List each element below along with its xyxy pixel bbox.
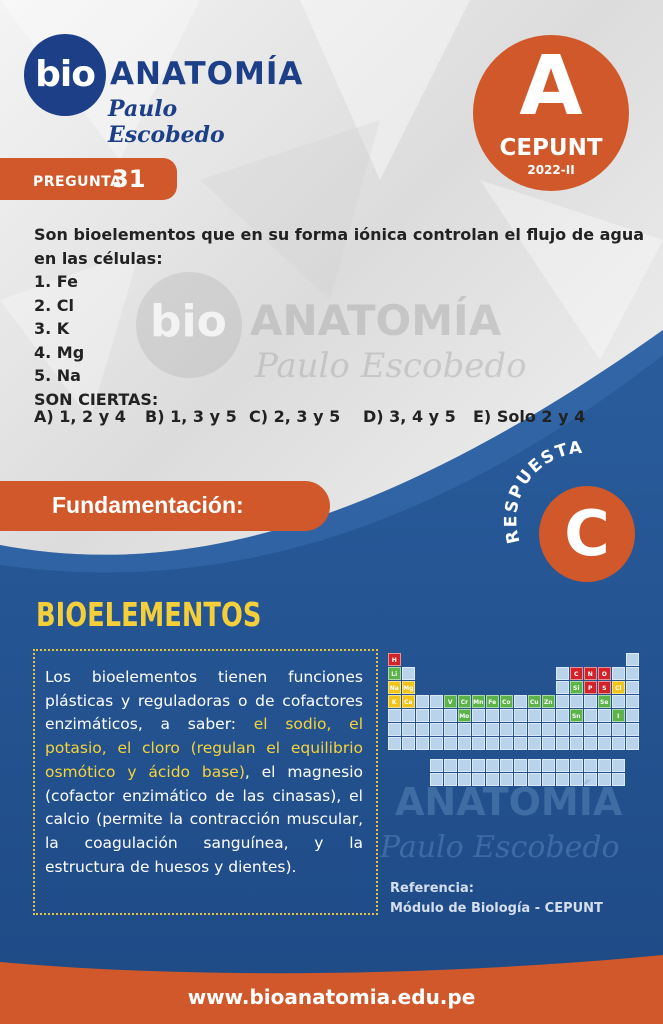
element-cell: [486, 759, 499, 772]
answer-letter: C: [564, 497, 610, 570]
element-cell: [458, 723, 471, 736]
element-cell: N: [584, 667, 597, 680]
element-cell: Ca: [402, 695, 415, 708]
element-cell: [472, 759, 485, 772]
element-cell: [388, 709, 401, 722]
element-cell: [500, 709, 513, 722]
element-cell: O: [598, 667, 611, 680]
logo-wordmark: ANATOMÍA: [110, 56, 304, 92]
element-cell: [444, 723, 457, 736]
element-cell: [612, 737, 625, 750]
element-cell: [486, 709, 499, 722]
reference-label: Referencia:: [390, 881, 474, 896]
question-item: 3. K: [34, 319, 70, 338]
element-cell: Si: [570, 681, 583, 694]
reference: [390, 879, 603, 919]
element-cell: [542, 759, 555, 772]
element-cell: [598, 759, 611, 772]
element-cell: Se: [598, 695, 611, 708]
element-cell: [514, 723, 527, 736]
element-cell: Zn: [542, 695, 555, 708]
element-cell: V: [444, 695, 457, 708]
exam-version-letter: A: [519, 39, 583, 134]
element-cell: Fe: [486, 695, 499, 708]
element-cell: [402, 667, 415, 680]
question-prompt: SON CIERTAS:: [34, 389, 159, 409]
element-cell: [514, 759, 527, 772]
element-cell: Co: [500, 695, 513, 708]
element-cell: [556, 709, 569, 722]
option-a: A) 1, 2 y 4: [34, 407, 126, 426]
exam-name: CEPUNT: [499, 135, 603, 161]
answer-badge: [539, 486, 635, 582]
element-cell: [416, 709, 429, 722]
watermark-author-bottom: Paulo Escobedo: [380, 830, 620, 865]
element-cell: [416, 695, 429, 708]
logo-author: Paulo Escobedo: [108, 96, 225, 148]
element-cell: [402, 709, 415, 722]
element-cell: [598, 737, 611, 750]
element-cell: [570, 737, 583, 750]
element-cell: Sn: [570, 709, 583, 722]
element-cell: [486, 737, 499, 750]
element-cell: [556, 723, 569, 736]
element-cell: [528, 759, 541, 772]
question-text: [34, 223, 645, 411]
element-cell: [430, 709, 443, 722]
element-cell: Mn: [472, 695, 485, 708]
element-cell: [486, 723, 499, 736]
explanation-text: [45, 666, 363, 879]
element-cell: [500, 737, 513, 750]
element-cell: [612, 695, 625, 708]
option-c: C) 2, 3 y 5: [249, 407, 341, 426]
element-cell: [612, 667, 625, 680]
element-cell: [584, 737, 597, 750]
element-cell: [598, 709, 611, 722]
option-e: E) Solo 2 y 4: [473, 407, 586, 426]
element-cell: [598, 723, 611, 736]
element-cell: [402, 723, 415, 736]
question-item: 4. Mg: [34, 342, 85, 362]
fundamentacion-label: Fundamentación:: [52, 492, 244, 518]
element-cell: [584, 759, 597, 772]
question-line: en las células:: [34, 248, 163, 268]
element-cell: Na: [388, 681, 401, 694]
element-cell: [430, 695, 443, 708]
question-item: 2. Cl: [34, 295, 75, 315]
element-cell: [626, 709, 639, 722]
element-cell: [514, 695, 527, 708]
element-cell: [626, 653, 639, 666]
element-cell: [430, 723, 443, 736]
element-cell: [500, 723, 513, 736]
element-cell: [626, 681, 639, 694]
element-cell: [612, 759, 625, 772]
option-d: D) 3, 4 y 5: [363, 407, 456, 426]
element-cell: Mo: [458, 709, 471, 722]
website-link[interactable]: www.bioanatomia.edu.pe: [187, 985, 476, 1009]
element-cell: [514, 709, 527, 722]
element-cell: [542, 737, 555, 750]
element-cell: [626, 723, 639, 736]
element-cell: [626, 695, 639, 708]
question-number-pill: [0, 158, 177, 200]
element-cell: [584, 723, 597, 736]
element-cell: C: [570, 667, 583, 680]
element-cell: [584, 695, 597, 708]
question-number: 31: [112, 165, 146, 193]
element-cell: [542, 723, 555, 736]
element-cell: Mg: [402, 681, 415, 694]
explanation-text-end: , el magnesio (cofactor enzimático de las cinasas), el calcio (permite la contracción muscular, la coagulación sanguínea, y la estructura de huesos y dientes).: [45, 762, 363, 876]
explanation-highlight: el sodio, el potasio, el cloro (regulan el equilibrio osmótico y ácido base): [45, 715, 364, 781]
option-b: B) 1, 3 y 5: [145, 407, 237, 426]
element-cell: I: [612, 709, 625, 722]
element-cell: K: [388, 695, 401, 708]
question-item: 5. Na: [34, 366, 81, 385]
element-cell: [430, 737, 443, 750]
element-cell: [556, 737, 569, 750]
element-cell: [444, 737, 457, 750]
element-cell: [472, 723, 485, 736]
element-cell: [388, 737, 401, 750]
element-cell: [556, 681, 569, 694]
element-cell: [444, 759, 457, 772]
element-cell: [528, 709, 541, 722]
explanation-text-start: Los bioelementos tienen funciones plásticas y reguladoras o de cofactores enzimáticos, a saber:: [45, 668, 363, 734]
element-cell: [444, 709, 457, 722]
element-cell: [556, 695, 569, 708]
brand-logo: [24, 34, 304, 148]
element-cell: [570, 723, 583, 736]
element-cell: [556, 759, 569, 772]
reference-source: Módulo de Biología - CEPUNT: [390, 901, 603, 916]
watermark-anatomia-text: ANATOMÍA: [250, 296, 502, 345]
element-cell: [458, 759, 471, 772]
element-cell: [500, 759, 513, 772]
exam-version-badge: [473, 35, 629, 191]
element-cell: [472, 737, 485, 750]
element-cell: [416, 723, 429, 736]
element-cell: [556, 667, 569, 680]
element-cell: [402, 737, 415, 750]
element-cell: [542, 709, 555, 722]
element-cell: [458, 737, 471, 750]
element-cell: [528, 737, 541, 750]
element-cell: [570, 759, 583, 772]
element-cell: [514, 737, 527, 750]
watermark-author-text: Paulo Escobedo: [255, 346, 527, 386]
element-cell: [626, 667, 639, 680]
element-cell: Cl: [612, 681, 625, 694]
element-cell: [416, 737, 429, 750]
element-cell: [528, 723, 541, 736]
answer-label: RESPUESTA: [501, 437, 585, 546]
logo-bio-mark: bio: [24, 34, 106, 116]
element-cell: Cr: [458, 695, 471, 708]
element-cell: [430, 759, 443, 772]
element-cell: [612, 723, 625, 736]
element-cell: [472, 709, 485, 722]
section-title: BIOELEMENTOS: [36, 595, 262, 634]
element-cell: Cu: [528, 695, 541, 708]
element-cell: [584, 709, 597, 722]
exam-year: 2022-II: [527, 163, 575, 177]
element-cell: H: [388, 653, 401, 666]
element-cell: Li: [388, 667, 401, 680]
element-cell: [388, 723, 401, 736]
question-item: 1. Fe: [34, 272, 78, 291]
element-cell: S: [598, 681, 611, 694]
element-cell: [626, 737, 639, 750]
periodic-table-image: [388, 649, 644, 791]
element-cell: P: [584, 681, 597, 694]
fundamentacion-pill: [0, 481, 330, 531]
element-cell: [570, 695, 583, 708]
watermark-bio-text: bio: [150, 296, 227, 347]
watermark-anatomia-bottom: ANATOMÍA: [395, 780, 623, 824]
question-line: Son bioelementos que en su forma iónica controlan el flujo de agua: [34, 225, 645, 244]
question-label: PREGUNTA: [33, 174, 122, 190]
